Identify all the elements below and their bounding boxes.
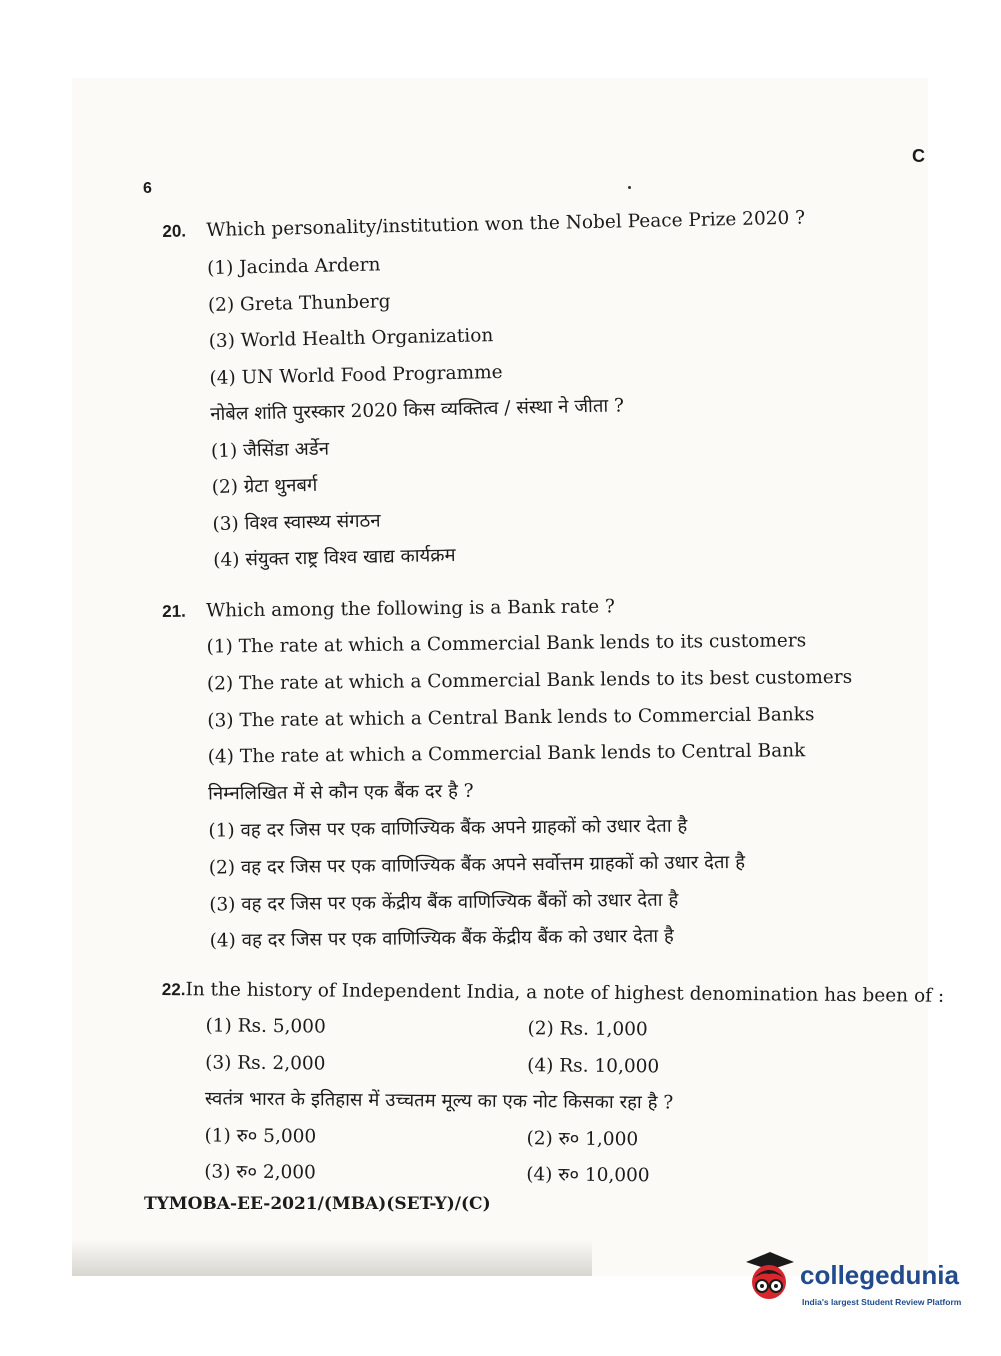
options-hi-grid (204, 1118, 861, 1197)
option-en-3: (3) The rate at which a Central Bank lends to Commercial Banks (207, 703, 815, 732)
question-text-en: Which among the following is a Bank rate ? (206, 596, 616, 622)
question-text-en: Which personality/institution won the Nobel Peace Prize 2020 ? (206, 207, 806, 242)
option-hi-4: (4) संयुक्त राष्ट्र विश्व खाद्य कार्यक्रम (213, 544, 456, 571)
question-22 (160, 972, 945, 1197)
speck (628, 186, 631, 189)
question-20 (162, 197, 870, 580)
question-number: 20. (162, 221, 187, 241)
option-hi-3: (3) वह दर जिस पर एक केंद्रीय बैंक वाणिज्यिक बैंकों को उधार देता है (209, 889, 679, 916)
option-en-3: (3) World Health Organization (208, 325, 494, 353)
options-en-grid (205, 1008, 862, 1087)
option-en-1: (1) The rate at which a Commercial Bank lends to its customers (206, 630, 807, 658)
option-hi-1: (1) जैसिंडा अर्डेन (210, 438, 330, 462)
paper-code: TYMOBA-EE-2021/(MBA)(SET-Y)/(C) (144, 1194, 491, 1214)
option-en-2: (2) Greta Thunberg (207, 290, 391, 316)
collegedunia-logo (740, 1246, 980, 1316)
option-hi-1: (1) रु० 5,000 (204, 1124, 317, 1147)
question-number: 21. (162, 601, 186, 621)
option-en-3: (3) Rs. 2,000 (205, 1051, 326, 1074)
option-en-2: (2) The rate at which a Commercial Bank lends to its best customers (206, 666, 853, 695)
option-hi-4: (4) वह दर जिस पर एक वाणिज्यिक बैंक केंद्रीय बैंक को उधार देता है (209, 926, 674, 952)
option-en-4: (4) UN World Food Programme (209, 361, 503, 389)
set-letter: C (912, 146, 925, 166)
option-hi-4: (4) रु० 10,000 (526, 1164, 650, 1187)
question-text-en: In the history of Independent India, a note of highest denomination has been of : (185, 979, 945, 1007)
option-hi-3: (3) रु० 2,000 (204, 1161, 316, 1184)
option-hi-2: (2) ग्रेटा थुनबर्ग (211, 474, 318, 499)
question-header (161, 972, 945, 1014)
question-text-hi: निम्नलिखित में से कौन एक बैंक दर है ? (207, 780, 474, 805)
option-hi-3: (3) विश्व स्वास्थ्य संगठन (212, 509, 381, 535)
option-hi-2: (2) वह दर जिस पर एक वाणिज्यिक बैंक अपने सर्वोत्तम ग्राहकों को उधार देता है (208, 851, 746, 879)
option-en-4: (4) Rs. 10,000 (527, 1054, 660, 1077)
question-text-hi: नोबेल शांति पुरस्कार 2020 किस व्यक्तित्व / संस्था ने जीता ? (210, 395, 625, 426)
question-21 (162, 587, 866, 961)
option-hi-1: (1) वह दर जिस पर एक वाणिज्यिक बैंक अपने ग्राहकों को उधार देता है (208, 815, 688, 842)
option-en-4: (4) The rate at which a Commercial Bank lends to Central Bank (207, 740, 806, 768)
brand-tagline: India's largest Student Review Platform (802, 1297, 962, 1307)
brand-name: collegedunia (800, 1260, 959, 1290)
paper-shadow (72, 1240, 592, 1276)
question-text-hi: स्वतंत्र भारत के इतिहास में उच्चतम मूल्य का एक नोट किसका रहा है ? (204, 1088, 674, 1114)
option-en-1: (1) Jacinda Ardern (206, 254, 381, 280)
question-number: 22. (161, 979, 186, 1000)
option-en-2: (2) Rs. 1,000 (527, 1018, 648, 1041)
mascot-icon (740, 1248, 798, 1308)
page-number: 6 (143, 180, 152, 197)
option-en-1: (1) Rs. 5,000 (205, 1015, 326, 1038)
option-hi-2: (2) रु० 1,000 (526, 1127, 639, 1150)
